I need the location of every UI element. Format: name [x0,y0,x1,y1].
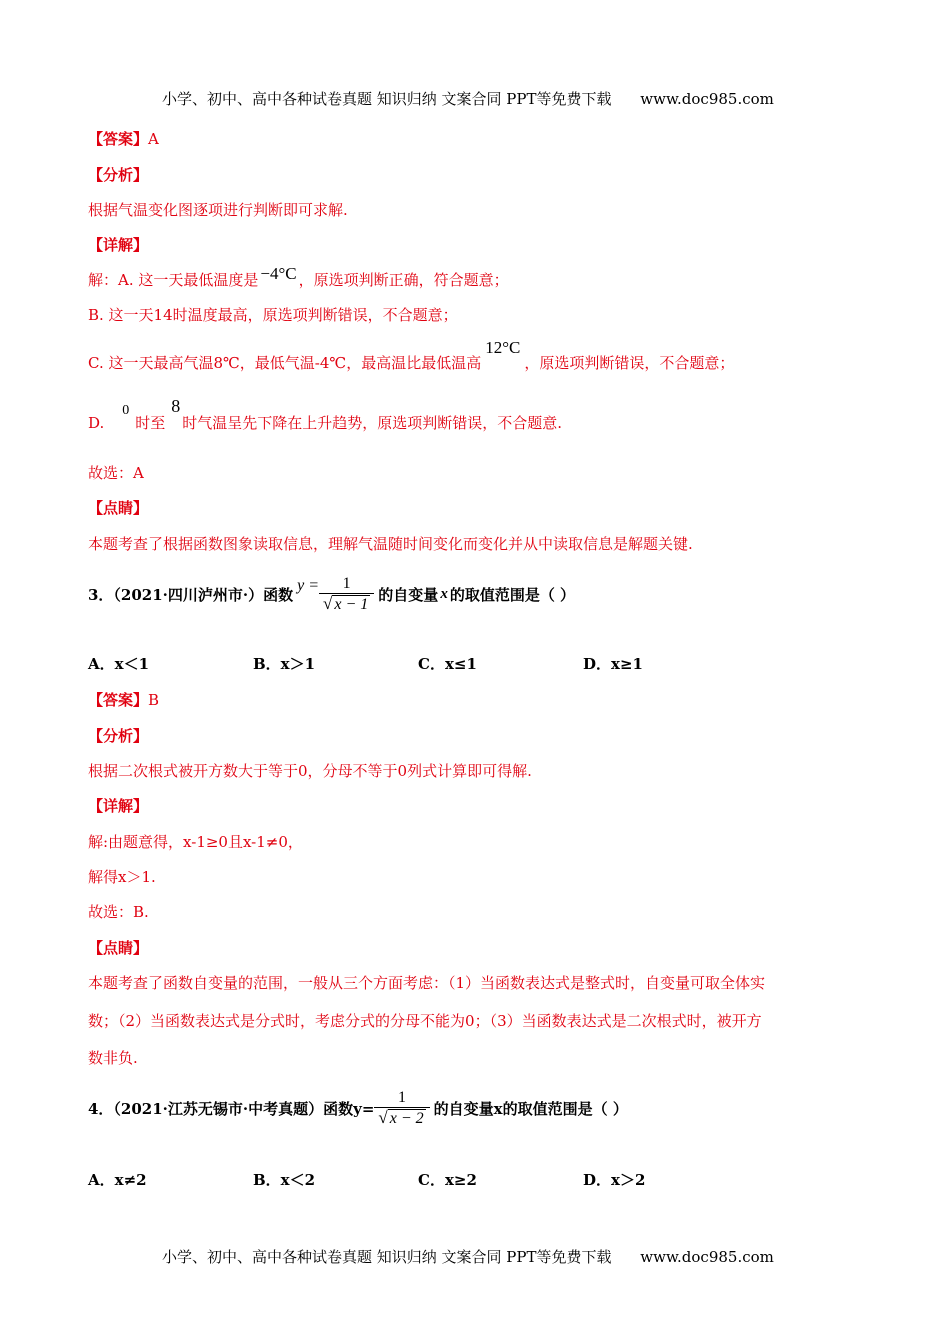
page-header [162,88,774,109]
q3-comment-3: 数非负. [88,1049,138,1067]
line-a-post: ，原选项判断正确，符合题意； [298,271,509,289]
q3-option-b: B．x＞1 [253,655,316,673]
q3-comment-tag: 【点睛】 [88,939,149,957]
answer-tag: 【答案】 [88,691,149,709]
q3-frac-den [319,593,374,614]
line-d-math-8: 8 [171,396,181,416]
q3-stem-var: x [440,585,448,602]
q2-line-c [88,338,735,373]
q3-stem-post-1: 的自变量 [378,585,439,604]
q2-detail-tag: 【详解】 [88,236,149,254]
q4-option-c: C．x≥2 [418,1171,477,1189]
answer-value: A [148,130,159,148]
footer-text: 小学、初中、高中各种试卷真题 知识归纳 文案合同 PPT等免费下载 [162,1248,612,1266]
q3-analysis-tag: 【分析】 [88,727,149,745]
footer-url: www.doc985.com [640,1248,774,1266]
q2-analysis-tag: 【分析】 [88,166,149,184]
q3-fraction [319,575,374,614]
q3-option-c: C．x≤1 [418,655,477,673]
header-url: www.doc985.com [640,90,774,108]
q3-analysis: 根据二次根式被开方数大于等于0，分母不等于0列式计算即可得解. [88,762,532,780]
q4-fraction [374,1089,429,1128]
q2-line-a [88,264,509,290]
q3-option-a: A．x＜1 [88,655,150,673]
line-c-text: C. 这一天最高气温8℃，最低气温-4℃，最高温比最低温高 [88,354,482,372]
q3-comment-1: 本题考查了函数自变量的范围，一般从三个方面考虑：（1）当函数表达式是整式时，自变量可取全体实 [88,974,766,992]
answer-tag: 【答案】 [88,130,149,148]
q4-frac-den [374,1107,429,1128]
line-d-pre: D. [88,414,105,432]
q4-option-d: D．x＞2 [583,1171,646,1189]
q3-frac-num: 1 [342,574,351,592]
q4-frac-num: 1 [398,1088,407,1106]
q3-choice: 故选：B. [88,903,149,921]
q2-line-d [88,396,563,433]
q3-detail-1: 解:由题意得，x-1≥0且x-1≠0， [88,833,303,851]
header-text: 小学、初中、高中各种试卷真题 知识归纳 文案合同 PPT等免费下载 [162,90,612,108]
q3-comment-2: 数；（2）当函数表达式是分式时，考虑分式的分母不能为0；（3）当函数表达式是二次根式时，被开方 [88,1012,762,1030]
q3-answer [88,689,159,710]
q4-stem [88,1078,628,1138]
q4-option-a: A．x≠2 [88,1171,147,1189]
line-c-math: 12°C [485,338,521,357]
q2-comment: 本题考查了根据函数图象读取信息，理解气温随时间变化而变化并从中读取信息是解题关键. [88,535,693,553]
q4-stem-post: 的自变量x的取值范围是（ ） [433,1099,628,1118]
q2-comment-tag: 【点睛】 [88,499,149,517]
line-a-text: 解：A. 这一天最低温度是 [88,271,259,289]
q3-detail-tag: 【详解】 [88,797,149,815]
line-a-math: −4°C [260,264,297,283]
q3-eq-lhs: y = [297,577,320,594]
answer-value: B [148,691,160,709]
line-d-math-0: 0 [122,403,130,418]
q4-option-b: B．x＜2 [253,1171,316,1189]
line-d-post: 时气温呈先下降在上升趋势，原选项判断错误，不合题意. [182,414,563,432]
q2-analysis: 根据气温变化图逐项进行判断即可求解. [88,201,348,219]
line-c-post: ，原选项判断错误，不合题意； [524,354,735,372]
q3-detail-2: 解得x＞1. [88,868,156,886]
q2-answer [88,128,159,149]
q3-stem-pre: 3．（2021·四川泸州市·）函数 [88,585,294,604]
q2-choice: 故选：A [88,464,144,482]
line-d-mid: 时至 [135,414,166,432]
q4-sqrt-body: x − 2 [389,1109,424,1127]
sqrt-icon: √ [378,1107,388,1127]
q3-stem-post-2: 的取值范围是（ ） [449,585,576,604]
sqrt-icon: √ [323,593,333,613]
page-footer [162,1246,774,1267]
q3-option-d: D．x≥1 [583,655,643,673]
q2-line-b: B. 这一天14时温度最高，原选项判断错误，不合题意； [88,306,458,324]
q4-stem-pre: 4．（2021·江苏无锡市·中考真题）函数y= [88,1099,375,1118]
q3-sqrt-body: x − 1 [334,595,369,613]
q3-stem [88,566,575,622]
